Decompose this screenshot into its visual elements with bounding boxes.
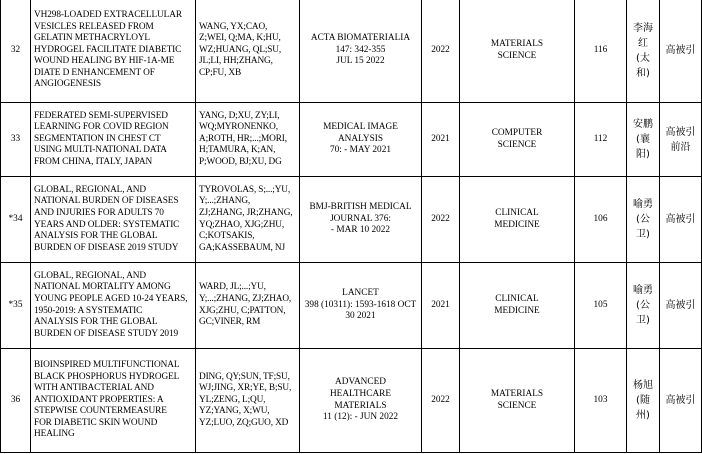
title-line: GELATIN METHACRYLOYL bbox=[34, 33, 151, 44]
title-line: DIATE D ENHANCEMENT OF bbox=[34, 67, 155, 78]
source-line: 70: - MAY 2021 bbox=[329, 145, 392, 156]
row-number: 33 bbox=[1, 103, 31, 177]
author-line: GC;VINER, RM bbox=[199, 317, 261, 328]
title-line: SEGMENTATION IN CHEST CT bbox=[34, 133, 161, 144]
row-number: 32 bbox=[1, 0, 31, 103]
authors bbox=[196, 177, 300, 263]
author-line: WANG, YX;CAO, bbox=[199, 21, 268, 32]
title-line: USING MULTI-NATIONAL DATA bbox=[34, 145, 167, 156]
row-number: *34 bbox=[1, 177, 31, 263]
title-line: WOUND HEALING BY HIF-1A-ME bbox=[34, 56, 175, 67]
author-line: Y;...;ZHANG, ZJ;ZHAO, bbox=[199, 293, 292, 304]
author-line: YZ;YANG, X;WU, bbox=[199, 406, 270, 417]
paper-flag bbox=[660, 263, 702, 349]
author-line: H;TAMURA, K;AN, bbox=[199, 145, 276, 156]
subject-category bbox=[460, 263, 575, 349]
category-line: MATERIALS bbox=[490, 38, 544, 49]
author-line: WJ;JING, XR;YE, B;SU, bbox=[199, 383, 292, 394]
title-line: NATIONAL BURDEN OF DISEASES bbox=[34, 196, 179, 207]
source-line: MATERIALS bbox=[334, 400, 387, 411]
title-line: ANGIOGENESIS bbox=[34, 79, 101, 90]
source-line: BMJ-BRITISH MEDICAL bbox=[309, 202, 412, 213]
title-line: WITH ANTIBACTERIAL AND bbox=[34, 383, 154, 394]
paper-title bbox=[31, 103, 196, 177]
source-journal bbox=[300, 103, 422, 177]
flag-line: 高被引 bbox=[665, 300, 696, 311]
title-line: ANALYSIS FOR THE GLOBAL bbox=[34, 231, 158, 242]
person-line: (太和) bbox=[636, 52, 650, 79]
author-line: WQ;MYRONENKO, bbox=[199, 122, 278, 133]
title-line: AND INJURIES FOR ADULTS 70 bbox=[34, 207, 164, 218]
author-line: YZ;LUO, ZQ;GUO, XD bbox=[199, 417, 289, 428]
title-line: HYDROGEL FACILITATE DIABETIC bbox=[34, 44, 182, 55]
person-line: (随州) bbox=[636, 395, 650, 421]
author-line: CP;FU, XB bbox=[199, 67, 242, 78]
publication-year: 2022 bbox=[422, 0, 460, 103]
source-journal bbox=[300, 0, 422, 103]
subject-category bbox=[460, 177, 575, 263]
author-line: GA;KASSEBAUM, NJ bbox=[199, 242, 285, 253]
authors bbox=[196, 103, 300, 177]
citation-count: 105 bbox=[575, 263, 627, 349]
title-line: FEDERATED SEMI-SUPERVISED bbox=[34, 110, 168, 121]
source-line: JUL 15 2022 bbox=[336, 56, 385, 67]
author-line: P;WOOD, BJ;XU, DG bbox=[199, 156, 282, 167]
source-line: ANALYSIS bbox=[337, 133, 384, 144]
title-line: LEARNING FOR COVID REGION bbox=[34, 122, 169, 133]
person-line: (襄阳) bbox=[636, 134, 650, 160]
title-line: BURDEN OF DISEASE STUDY 2019 bbox=[34, 328, 179, 339]
title-line: 1950-2019: A SYSTEMATIC bbox=[34, 305, 143, 316]
source-line: ACTA BIOMATERIALIA bbox=[310, 33, 411, 44]
title-line: STEPWISE COUNTERMEASURE bbox=[34, 406, 167, 417]
title-line: ANTIOXIDANT PROPERTIES: A bbox=[34, 394, 164, 405]
title-line: FOR DIABETIC SKIN WOUND bbox=[34, 417, 158, 428]
source-line: LANCET bbox=[342, 288, 379, 299]
author-line: YL;ZENG, L;QU, bbox=[199, 394, 266, 405]
author-line: JL;LI, HH;ZHANG, bbox=[199, 56, 273, 67]
title-line: VH298-LOADED EXTRACELLULAR bbox=[34, 9, 182, 20]
responsible-person bbox=[627, 349, 660, 453]
category-line: SCIENCE bbox=[497, 50, 537, 61]
source-line: HEALTHCARE bbox=[329, 388, 392, 399]
citation-count: 112 bbox=[575, 103, 627, 177]
category-line: MEDICINE bbox=[494, 305, 540, 316]
table-row bbox=[1, 349, 702, 453]
author-line: XJG;ZHU, C;PATTON, bbox=[199, 305, 286, 316]
publication-year: 2021 bbox=[422, 263, 460, 349]
source-journal bbox=[300, 263, 422, 349]
category-line: CLINICAL bbox=[495, 207, 539, 218]
responsible-person bbox=[627, 177, 660, 263]
category-line: MATERIALS bbox=[490, 388, 544, 399]
source-line: ADVANCED bbox=[335, 377, 386, 388]
paper-flag bbox=[660, 103, 702, 177]
source-journal bbox=[300, 349, 422, 453]
title-line: HEALING bbox=[34, 429, 75, 440]
authors bbox=[196, 0, 300, 103]
row-number: *35 bbox=[1, 263, 31, 349]
flag-line: 高被引 bbox=[665, 126, 696, 138]
title-line: BURDEN OF DISEASE 2019 STUDY bbox=[34, 242, 179, 253]
flag-line: 高被引 bbox=[665, 214, 696, 225]
title-line: VESICLES RELEASED FROM bbox=[34, 21, 154, 32]
person-line: 杨旭 bbox=[633, 380, 653, 391]
responsible-person bbox=[627, 103, 660, 177]
title-line: BLACK PHOSPHORUS HYDROGEL bbox=[34, 371, 180, 382]
paper-title bbox=[31, 263, 196, 349]
title-line: BIOINSPIRED MULTIFUNCTIONAL bbox=[34, 359, 180, 370]
subject-category bbox=[460, 0, 575, 103]
source-line: JOURNAL 376: bbox=[330, 213, 391, 224]
paper-flag bbox=[660, 177, 702, 263]
title-line: GLOBAL, REGIONAL, AND bbox=[34, 270, 147, 281]
flag-line: 高被引 bbox=[665, 45, 696, 56]
publication-year: 2022 bbox=[422, 177, 460, 263]
paper-flag bbox=[660, 0, 702, 103]
category-line: SCIENCE bbox=[497, 400, 537, 411]
author-line: Z;WEI, Q;MA, K;HU, bbox=[199, 33, 281, 44]
responsible-person bbox=[627, 263, 660, 349]
author-line: DING, QY;SUN, TF;SU, bbox=[199, 371, 290, 382]
publication-year: 2022 bbox=[422, 349, 460, 453]
citation-count: 116 bbox=[575, 0, 627, 103]
title-line: GLOBAL, REGIONAL, AND bbox=[34, 184, 147, 195]
category-line: MEDICINE bbox=[494, 219, 540, 230]
author-line: WZ;HUANG, QL;SU, bbox=[199, 44, 282, 55]
person-line: 喻勇 bbox=[633, 199, 653, 210]
citation-count: 106 bbox=[575, 177, 627, 263]
paper-title bbox=[31, 0, 196, 103]
paper-title bbox=[31, 349, 196, 453]
source-line: 30 2021 bbox=[345, 311, 376, 322]
table-row bbox=[1, 103, 702, 177]
subject-category bbox=[460, 103, 575, 177]
author-line: YANG, D;XU, ZY;LI, bbox=[199, 110, 280, 121]
person-line: 喻勇 bbox=[633, 285, 653, 296]
person-line: 安鹏 bbox=[633, 119, 653, 130]
flag-line: 高被引 bbox=[665, 395, 696, 406]
publication-year: 2021 bbox=[422, 103, 460, 177]
category-line: SCIENCE bbox=[497, 139, 537, 150]
source-line: 11 (12): - JUN 2022 bbox=[322, 412, 399, 423]
paper-flag bbox=[660, 349, 702, 453]
table-row bbox=[1, 263, 702, 349]
responsible-person bbox=[627, 0, 660, 103]
author-line: TYROVOLAS, S;...;YU, bbox=[199, 184, 291, 195]
source-line: 398 (10311): 1593-1618 OCT bbox=[304, 299, 417, 310]
table-row bbox=[1, 0, 702, 103]
author-line: Y;...;ZHANG, bbox=[199, 196, 251, 207]
person-line: (公卫) bbox=[636, 300, 650, 326]
source-line: 147: 342-355 bbox=[335, 44, 386, 55]
title-line: NATIONAL MORTALITY AMONG bbox=[34, 282, 171, 293]
paper-title bbox=[31, 177, 196, 263]
category-line: CLINICAL bbox=[495, 293, 539, 304]
authors bbox=[196, 349, 300, 453]
source-line: MEDICAL IMAGE bbox=[323, 122, 398, 133]
title-line: FROM CHINA, ITALY, JAPAN bbox=[34, 156, 153, 167]
author-line: A;ROTH, HR;...;MORI, bbox=[199, 133, 287, 144]
source-line: - MAR 10 2022 bbox=[330, 225, 391, 236]
citation-count: 103 bbox=[575, 349, 627, 453]
authors bbox=[196, 263, 300, 349]
title-line: YOUNG PEOPLE AGED 10-24 YEARS, bbox=[34, 293, 188, 304]
author-line: ZJ;ZHANG, JR;ZHANG, bbox=[199, 207, 293, 218]
author-line: WARD, JL;...;YU, bbox=[199, 282, 266, 293]
title-line: ANALYSIS FOR THE GLOBAL bbox=[34, 317, 158, 328]
source-journal bbox=[300, 177, 422, 263]
category-line: COMPUTER bbox=[491, 127, 543, 138]
person-line: 李海红 bbox=[633, 22, 653, 49]
row-number: 36 bbox=[1, 349, 31, 453]
flag-line: 前沿 bbox=[670, 141, 691, 153]
table-row bbox=[1, 177, 702, 263]
author-line: YQ;ZHAO, XJG;ZHU, bbox=[199, 219, 284, 230]
subject-category bbox=[460, 349, 575, 453]
author-line: C;KOTSAKIS, bbox=[199, 231, 255, 242]
person-line: (公卫) bbox=[636, 214, 650, 240]
title-line: YEARS AND OLDER: SYSTEMATIC bbox=[34, 219, 180, 230]
